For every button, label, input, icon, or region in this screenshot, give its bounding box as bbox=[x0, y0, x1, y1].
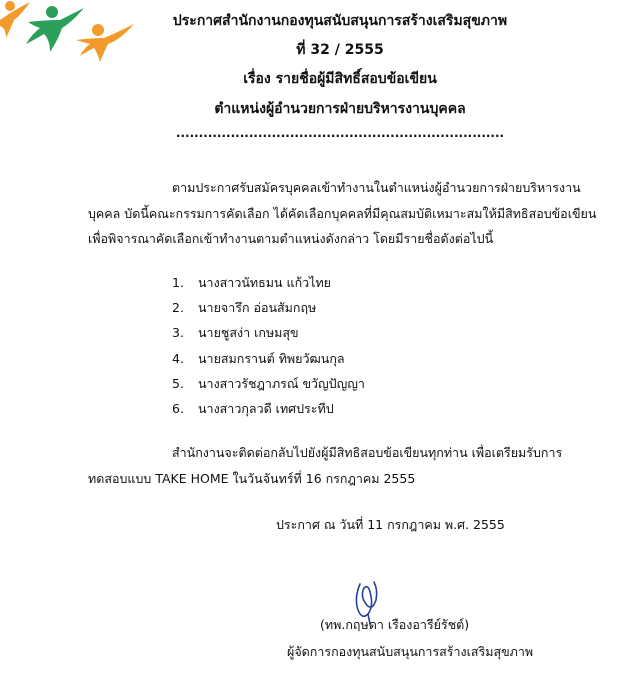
candidate-list bbox=[172, 270, 365, 421]
list-item bbox=[172, 396, 365, 421]
announcement-title: ประกาศสำนักงานกองทุนสนับสนุนการสร้างเสริมสุขภาพ bbox=[172, 13, 508, 29]
intro-line-2: บุคคล บัดนี้คณะกรรมการคัดเลือก ได้คัดเลือกบุคคลที่มีคุณสมบัติเหมาะสมให้มีสิทธิสอบข้อเขียน bbox=[88, 206, 597, 221]
list-item-number: 3. bbox=[172, 325, 184, 341]
list-item bbox=[172, 371, 365, 396]
candidate-name: นายจารึก อ่อนสัมกฤษ bbox=[198, 300, 317, 316]
intro-line-1: ตามประกาศรับสมัครบุคคลเข้าทำงานในตำแหน่งผู้อำนวยการฝ่ายบริหารงาน bbox=[172, 180, 581, 195]
signer-title: ผู้จัดการกองทุนสนับสนุนการสร้างเสริมสุขภาพ bbox=[287, 644, 534, 659]
intro-line-3: เพื่อพิจารณาคัดเลือกเข้าทำงานตามตำแหน่งดังกล่าว โดยมีรายชื่อดังต่อไปนี้ bbox=[88, 231, 494, 246]
list-item bbox=[172, 320, 365, 345]
announcement-date: ประกาศ ณ วันที่ 11 กรกฎาคม พ.ศ. 2555 bbox=[276, 517, 505, 532]
announcement-number: ที่ 32 / 2555 bbox=[296, 42, 384, 58]
list-item-number: 6. bbox=[172, 400, 184, 416]
logo-figure-orange-left bbox=[0, 1, 30, 38]
candidate-name: นายชูสง่า เกษมสุข bbox=[198, 325, 299, 341]
list-item-number: 4. bbox=[172, 350, 184, 366]
notice-line-2: ทดสอบแบบ TAKE HOME ในวันจันทร์ที่ 16 กรกฎาคม 2555 bbox=[88, 471, 416, 486]
candidate-name: นางสาวนัทธมน แก้วไทย bbox=[198, 275, 332, 290]
announcement-subject: เรื่อง รายชื่อผู้มีสิทธิ์สอบข้อเขียน bbox=[243, 71, 437, 87]
candidate-name: นายสมกรานต์ ทิพยวัฒนกุล bbox=[198, 350, 345, 366]
candidate-name: นางสาวกุลวดี เทศประทีป bbox=[198, 400, 334, 416]
notice-line-1: สำนักงานจะติดต่อกลับไปยังผู้มีสิทธิสอบข้อเขียนทุกท่าน เพื่อเตรียมรับการ bbox=[172, 445, 563, 460]
list-item bbox=[172, 270, 365, 295]
header-divider: ........................................................................ bbox=[175, 126, 505, 140]
list-item-number: 1. bbox=[172, 275, 184, 290]
list-item bbox=[172, 295, 365, 320]
list-item bbox=[172, 346, 365, 371]
list-item-number: 2. bbox=[172, 300, 184, 316]
announcement-position: ตำแหน่งผู้อำนวยการฝ่ายบริหารงานบุคคล bbox=[214, 101, 466, 117]
candidate-name: นางสาวรัชฎาภรณ์ ขวัญปัญญา bbox=[198, 375, 365, 391]
list-item-number: 5. bbox=[172, 375, 184, 391]
signer-name: (ทพ.กฤษดา เรืองอารีย์รัชต์) bbox=[320, 617, 470, 632]
